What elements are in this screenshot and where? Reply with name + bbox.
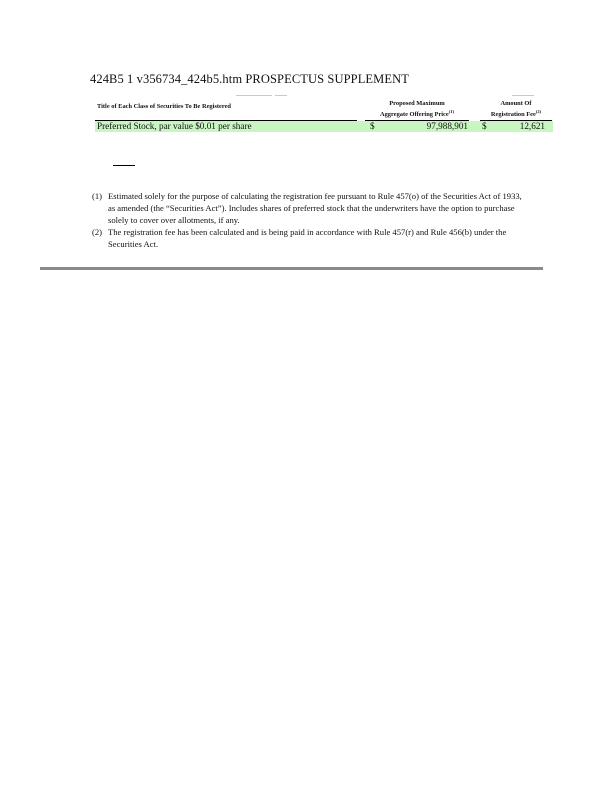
fee-header-text: Registration Fee (490, 111, 536, 118)
footnote (92, 226, 522, 250)
decorative-mark (512, 95, 534, 96)
price-header-line1: Proposed Maximum (389, 100, 445, 107)
footnote-separator (113, 165, 135, 166)
decorative-mark (275, 95, 287, 96)
page-divider (40, 267, 543, 270)
footnote-text: Estimated solely for the purpose of calculating the registration fee pursuant to Rule 457(o) of the Securities Act of 1933, as amended (the “Securities Act”). Includes shares of preferred stock that the underwriters have the option to purchase solely to cover over allotments, if any. (108, 191, 522, 225)
document-header: 424B5 1 v356734_424b5.htm PROSPECTUS SUPPLEMENT (90, 72, 409, 86)
price-header-text: Aggregate Offering Price (380, 111, 449, 118)
registration-fee-value: 12,621 (519, 121, 545, 131)
fee-header-line1: Amount Of (500, 100, 532, 107)
column-header-title: Title of Each Class of Securities To Be Registered (97, 103, 231, 110)
fee-currency: $ (482, 121, 487, 131)
table-row (95, 121, 553, 132)
price-header-line2 (363, 109, 471, 120)
footnote-ref-1: (1) (448, 108, 454, 114)
footnote-marker: (1) (92, 191, 103, 201)
column-header-fee (480, 98, 552, 120)
footnotes (92, 190, 522, 250)
column-header-price (363, 98, 471, 120)
fee-header-line2 (480, 109, 552, 120)
decorative-mark (236, 95, 272, 96)
offering-price-value: 97,988,901 (426, 121, 468, 131)
footnote (92, 190, 522, 226)
security-description: Preferred Stock, par value $0.01 per share (97, 121, 252, 131)
price-currency: $ (370, 121, 375, 131)
footnote-marker: (2) (92, 227, 103, 237)
footnote-ref-2: (2) (535, 108, 542, 114)
footnote-text: The registration fee has been calculated and is being paid in accordance with Rule 457(r) and Rule 456(b) under the Securities Act. (108, 227, 507, 249)
